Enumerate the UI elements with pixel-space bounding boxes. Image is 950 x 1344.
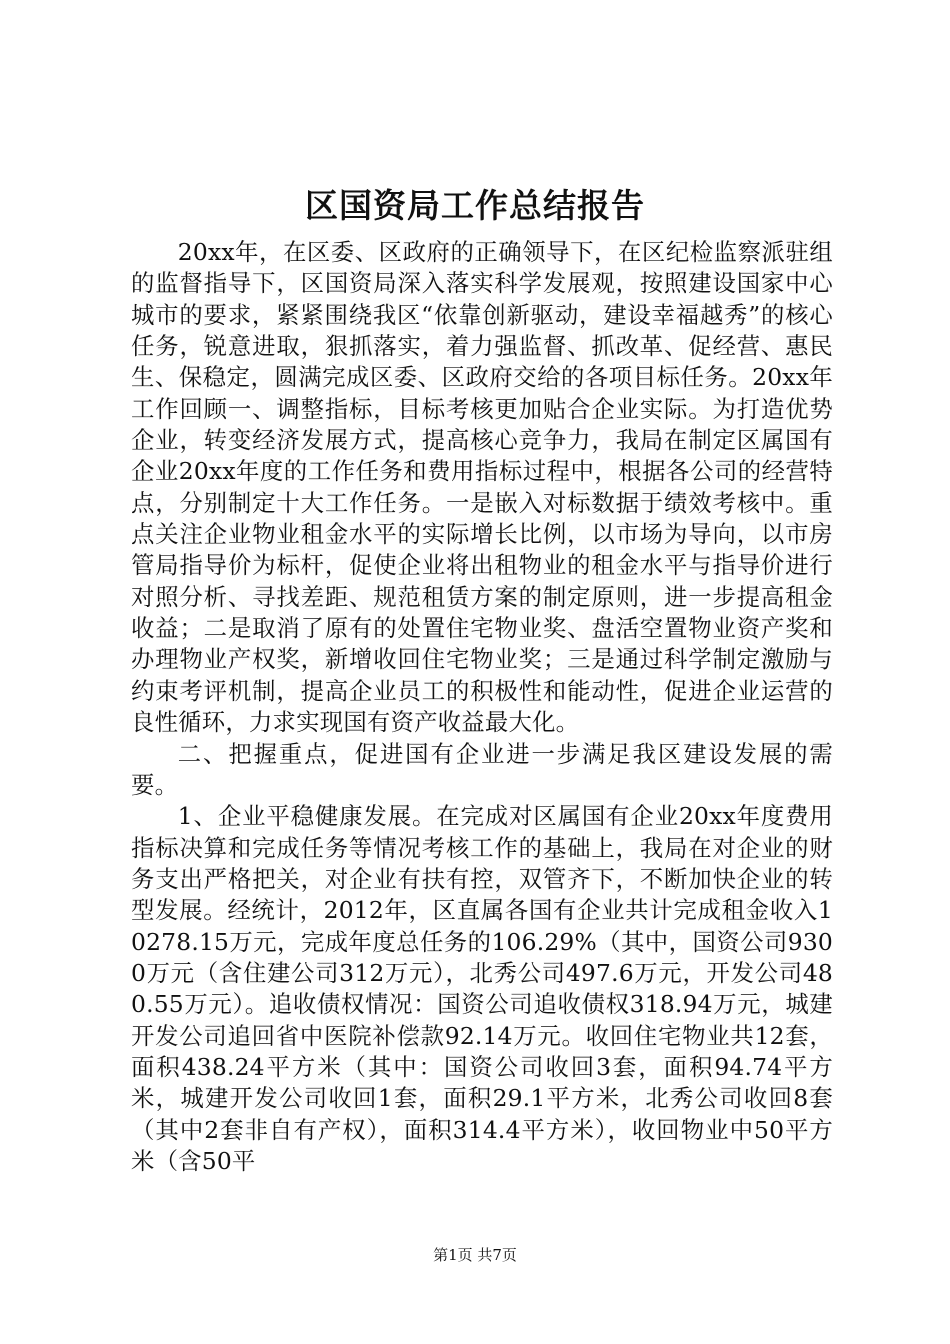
page-footer: 第1页 共7页 xyxy=(433,1246,517,1264)
document-title: 区国资局工作总结报告 xyxy=(305,186,645,225)
paragraph-item-one: 1、企业平稳健康发展。在完成对区属国有企业20xx年度费用指标决算和完成任务等情况考核工作的基础上，我局在对企业的财务支出严格把关，对企业有扶有控，双管齐下，不断加快企业的转型发展。经统计，2012年，区直属各国有企业共计完成租金收入10278.15万元，完成年度总任务的106.29%（其中，国资公司9300万元（含住建公司312万元），北秀公司497.6万元，开发公司480.55万元）。追收债权情况：国资公司追收债权318.94万元，城建开发公司追回省中医院补偿款92.14万元。收回住宅物业共12套，面积438.24平方米（其中：国资公司收回3套，面积94.74平方米，城建开发公司收回1套，面积29.1平方米，北秀公司收回8套（其中2套非自有产权），面积314.4平方米），收回物业中50平方米（含50平 xyxy=(131,802,833,1175)
document-body xyxy=(131,237,833,1177)
paragraph-intro: 20xx年，在区委、区政府的正确领导下，在区纪检监察派驻组的监督指导下，区国资局深入落实科学发展观，按照建设国家中心城市的要求，紧紧围绕我区“依靠创新驱动，建设幸福越秀”的核心任务，锐意进取，狠抓落实，着力强监督、抓改革、促经营、惠民生、保稳定，圆满完成区委、区政府交给的各项目标任务。20xx年工作回顾一、调整指标，目标考核更加贴合企业实际。为打造优势企业，转变经济发展方式，提高核心竞争力，我局在制定区属国有企业20xx年度的工作任务和费用指标过程中，根据各公司的经营特点，分别制定十大工作任务。一是嵌入对标数据于绩效考核中。重点关注企业物业租金水平的实际增长比例，以市场为导向，以市房管局指导价为标杆，促使企业将出租物业的租金水平与指导价进行对照分析、寻找差距、规范租赁方案的制定原则，进一步提高租金收益；二是取消了原有的处置住宅物业奖、盘活空置物业资产奖和办理物业产权奖，新增收回住宅物业奖；三是通过科学制定激励与约束考评机制，提高企业员工的积极性和能动性，促进企业运营的良性循环，力求实现国有资产收益最大化。 xyxy=(131,238,833,737)
paragraph-section-two: 二、把握重点，促进国有企业进一步满足我区建设发展的需要。 xyxy=(131,739,833,799)
